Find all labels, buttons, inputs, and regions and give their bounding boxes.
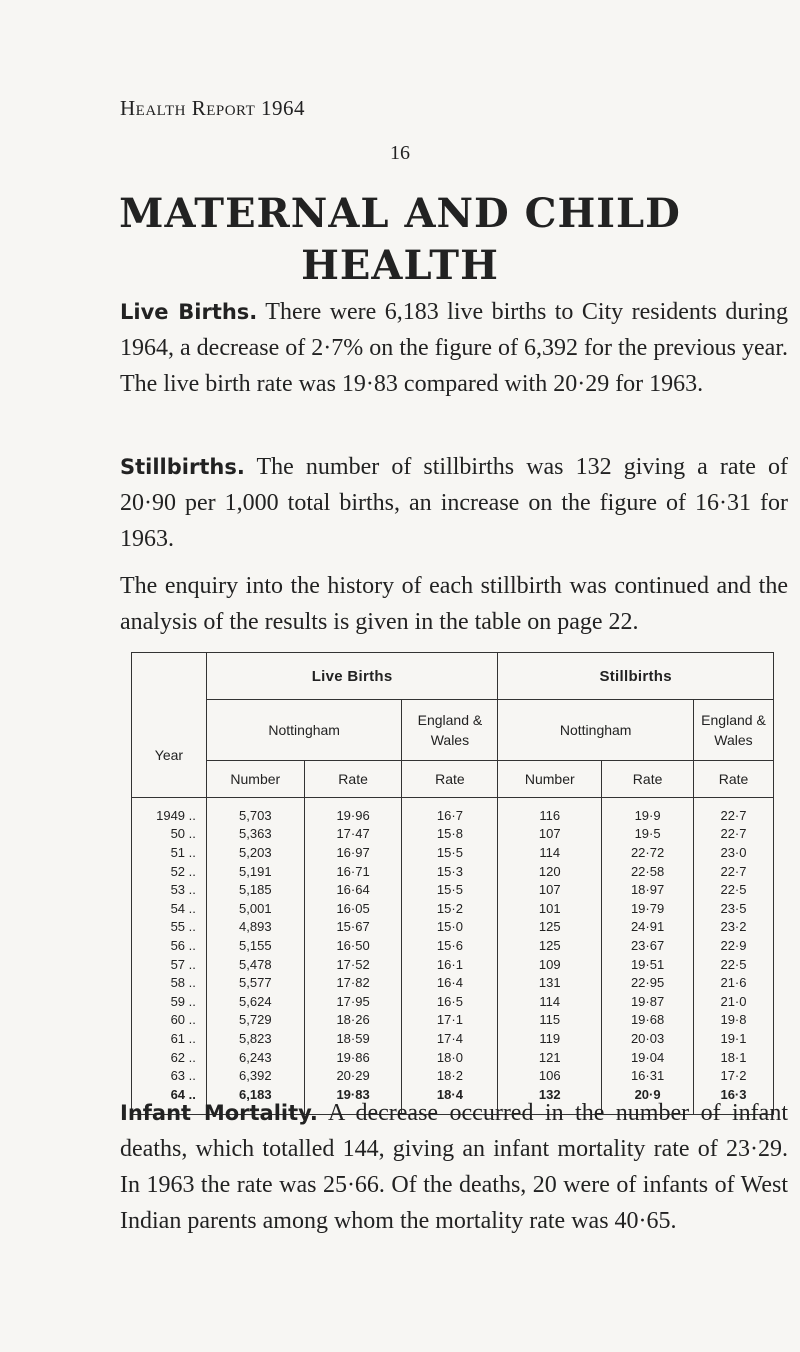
year-cell: 62 .. (132, 1048, 207, 1067)
live-ew-rate-cell: 16·7 (402, 798, 498, 825)
live-rate-cell: 17·82 (304, 973, 402, 992)
live-rate-cell: 19·86 (304, 1048, 402, 1067)
live-ew-rate-header: Rate (402, 761, 498, 798)
infant-mortality-heading: Infant Mortality. (120, 1101, 318, 1125)
live-ew-rate-cell: 18·4 (402, 1085, 498, 1114)
year-cell: 63 .. (132, 1066, 207, 1085)
live-ew-rate-cell: 15·5 (402, 843, 498, 862)
still-england-wales-header: England & Wales (693, 700, 773, 761)
table-row (132, 899, 774, 918)
still-number-cell: 119 (498, 1029, 602, 1048)
still-ew-rate-cell: 22·7 (693, 825, 773, 844)
still-rate-cell: 20·9 (602, 1085, 694, 1114)
still-rate-cell: 19·51 (602, 955, 694, 974)
live-ew-rate-cell: 17·1 (402, 1011, 498, 1030)
still-rate-cell: 22·95 (602, 973, 694, 992)
live-ew-rate-cell: 15·5 (402, 880, 498, 899)
table-row (132, 1048, 774, 1067)
table-row (132, 1066, 774, 1085)
year-cell: 52 .. (132, 862, 207, 881)
live-rate-cell: 16·71 (304, 862, 402, 881)
live-rate-cell: 16·97 (304, 843, 402, 862)
live-births-paragraph (120, 294, 788, 402)
live-number-cell: 5,703 (206, 798, 304, 825)
births-table-body (132, 798, 774, 1115)
year-cell: 53 .. (132, 880, 207, 899)
live-number-cell: 5,823 (206, 1029, 304, 1048)
table-row (132, 973, 774, 992)
still-ew-rate-cell: 21·0 (693, 992, 773, 1011)
still-ew-rate-cell: 17·2 (693, 1066, 773, 1085)
live-rate-cell: 18·59 (304, 1029, 402, 1048)
live-ew-rate-cell: 16·4 (402, 973, 498, 992)
page-number: 16 (390, 142, 410, 164)
live-rate-cell: 15·67 (304, 918, 402, 937)
still-rate-cell: 19·68 (602, 1011, 694, 1030)
still-ew-rate-header: Rate (693, 761, 773, 798)
still-ew-rate-cell: 19·1 (693, 1029, 773, 1048)
live-ew-rate-cell: 16·1 (402, 955, 498, 974)
page-title (0, 188, 800, 292)
live-number-cell: 5,001 (206, 899, 304, 918)
still-number-cell: 121 (498, 1048, 602, 1067)
live-rate-cell: 16·05 (304, 899, 402, 918)
still-number-cell: 125 (498, 936, 602, 955)
still-ew-rate-cell: 23·5 (693, 899, 773, 918)
still-number-cell: 107 (498, 880, 602, 899)
live-births-text: There were 6,183 live births to City residents during 1964, a decrease of 2·7% on the figure of 6,392 for the previous year. The live birth rate was 19·83 compared with 20·29 for 1963. (120, 299, 788, 397)
live-number-cell: 5,363 (206, 825, 304, 844)
live-number-cell: 4,893 (206, 918, 304, 937)
still-number-cell: 109 (498, 955, 602, 974)
table-row (132, 880, 774, 899)
stillbirths-text: The number of stillbirths was 132 giving a rate of 20·90 per 1,000 total births, an increase on the figure of 16·31 for 1963. (120, 454, 788, 552)
still-ew-rate-cell: 18·1 (693, 1048, 773, 1067)
year-cell: 50 .. (132, 825, 207, 844)
title-line-2: HEALTH (301, 242, 499, 289)
still-number-cell: 106 (498, 1066, 602, 1085)
infant-mortality-paragraph (120, 1095, 788, 1239)
still-rate-cell: 24·91 (602, 918, 694, 937)
live-ew-rate-cell: 17·4 (402, 1029, 498, 1048)
year-cell: 58 .. (132, 973, 207, 992)
table-row (132, 798, 774, 825)
live-number-cell: 6,183 (206, 1085, 304, 1114)
infant-mortality-text: A decrease occurred in the number of infant deaths, which totalled 144, giving an infant mortality rate of 23·29. In 1963 the rate was 25·66. Of the deaths, 20 were of infants of West Indian parents among whom the mortality rate was 40·65. (120, 1100, 788, 1234)
live-number-header: Number (206, 761, 304, 798)
still-rate-cell: 19·87 (602, 992, 694, 1011)
enquiry-paragraph (120, 568, 788, 640)
still-rate-cell: 16·31 (602, 1066, 694, 1085)
live-ew-rate-cell: 15·6 (402, 936, 498, 955)
live-ew-rate-cell: 18·0 (402, 1048, 498, 1067)
table-row (132, 918, 774, 937)
live-number-cell: 5,185 (206, 880, 304, 899)
live-ew-rate-cell: 15·0 (402, 918, 498, 937)
live-rate-cell: 16·50 (304, 936, 402, 955)
still-ew-rate-cell: 19·8 (693, 1011, 773, 1030)
year-cell: 56 .. (132, 936, 207, 955)
table-row (132, 1029, 774, 1048)
live-number-cell: 5,203 (206, 843, 304, 862)
still-number-cell: 114 (498, 992, 602, 1011)
still-ew-rate-cell: 23·2 (693, 918, 773, 937)
still-rate-header: Rate (602, 761, 694, 798)
live-ew-rate-cell: 15·8 (402, 825, 498, 844)
still-ew-rate-cell: 22·9 (693, 936, 773, 955)
year-cell: 59 .. (132, 992, 207, 1011)
live-number-cell: 5,191 (206, 862, 304, 881)
still-number-cell: 116 (498, 798, 602, 825)
births-table (131, 652, 774, 1115)
still-ew-rate-cell: 21·6 (693, 973, 773, 992)
year-cell: 54 .. (132, 899, 207, 918)
live-rate-cell: 19·96 (304, 798, 402, 825)
live-rate-cell: 17·52 (304, 955, 402, 974)
year-cell: 60 .. (132, 1011, 207, 1030)
live-rate-cell: 17·47 (304, 825, 402, 844)
live-rate-cell: 16·64 (304, 880, 402, 899)
live-births-header: Live Births (206, 653, 498, 700)
title-line-1: MATERNAL AND CHILD (119, 190, 681, 237)
live-rate-cell: 17·95 (304, 992, 402, 1011)
year-cell: 61 .. (132, 1029, 207, 1048)
table-row (132, 825, 774, 844)
live-ew-rate-cell: 16·5 (402, 992, 498, 1011)
still-number-cell: 132 (498, 1085, 602, 1114)
still-ew-rate-cell: 16·3 (693, 1085, 773, 1114)
live-number-cell: 5,729 (206, 1011, 304, 1030)
still-rate-cell: 18·97 (602, 880, 694, 899)
still-ew-rate-cell: 22·5 (693, 955, 773, 974)
live-ew-rate-cell: 18·2 (402, 1066, 498, 1085)
still-number-cell: 125 (498, 918, 602, 937)
still-ew-rate-cell: 23·0 (693, 843, 773, 862)
still-rate-cell: 20·03 (602, 1029, 694, 1048)
table-row (132, 936, 774, 955)
still-number-cell: 120 (498, 862, 602, 881)
still-ew-rate-cell: 22·5 (693, 880, 773, 899)
still-number-cell: 115 (498, 1011, 602, 1030)
live-nottingham-header: Nottingham (206, 700, 402, 761)
live-rate-header: Rate (304, 761, 402, 798)
live-number-cell: 6,243 (206, 1048, 304, 1067)
still-nottingham-header: Nottingham (498, 700, 694, 761)
live-number-cell: 5,577 (206, 973, 304, 992)
still-rate-cell: 19·04 (602, 1048, 694, 1067)
year-cell: 57 .. (132, 955, 207, 974)
live-ew-rate-cell: 15·3 (402, 862, 498, 881)
live-number-cell: 5,155 (206, 936, 304, 955)
year-header: Year (132, 653, 207, 798)
live-number-cell: 5,478 (206, 955, 304, 974)
stillbirths-header: Stillbirths (498, 653, 774, 700)
still-number-cell: 131 (498, 973, 602, 992)
live-number-cell: 5,624 (206, 992, 304, 1011)
still-rate-cell: 22·58 (602, 862, 694, 881)
live-rate-cell: 18·26 (304, 1011, 402, 1030)
stillbirths-paragraph (120, 449, 788, 557)
still-number-cell: 114 (498, 843, 602, 862)
still-rate-cell: 19·9 (602, 798, 694, 825)
year-cell: 55 .. (132, 918, 207, 937)
year-cell: 51 .. (132, 843, 207, 862)
still-rate-cell: 22·72 (602, 843, 694, 862)
live-ew-rate-cell: 15·2 (402, 899, 498, 918)
enquiry-text: The enquiry into the history of each stillbirth was continued and the analysis of the results is given in the table on page 22. (120, 573, 788, 635)
live-births-heading: Live Births. (120, 300, 258, 324)
running-head: Health Report 1964 (120, 96, 306, 120)
table-row (132, 862, 774, 881)
still-ew-rate-cell: 22·7 (693, 798, 773, 825)
still-number-header: Number (498, 761, 602, 798)
table-row (132, 955, 774, 974)
stillbirths-heading: Stillbirths. (120, 455, 245, 479)
still-ew-rate-cell: 22·7 (693, 862, 773, 881)
still-rate-cell: 19·79 (602, 899, 694, 918)
still-rate-cell: 19·5 (602, 825, 694, 844)
live-number-cell: 6,392 (206, 1066, 304, 1085)
live-rate-cell: 19·83 (304, 1085, 402, 1114)
table-row (132, 843, 774, 862)
year-cell: 64 .. (132, 1085, 207, 1114)
table-row (132, 992, 774, 1011)
still-rate-cell: 23·67 (602, 936, 694, 955)
still-number-cell: 107 (498, 825, 602, 844)
table-row (132, 1011, 774, 1030)
live-rate-cell: 20·29 (304, 1066, 402, 1085)
still-number-cell: 101 (498, 899, 602, 918)
year-cell: 1949 .. (132, 798, 207, 825)
live-england-wales-header: England & Wales (402, 700, 498, 761)
